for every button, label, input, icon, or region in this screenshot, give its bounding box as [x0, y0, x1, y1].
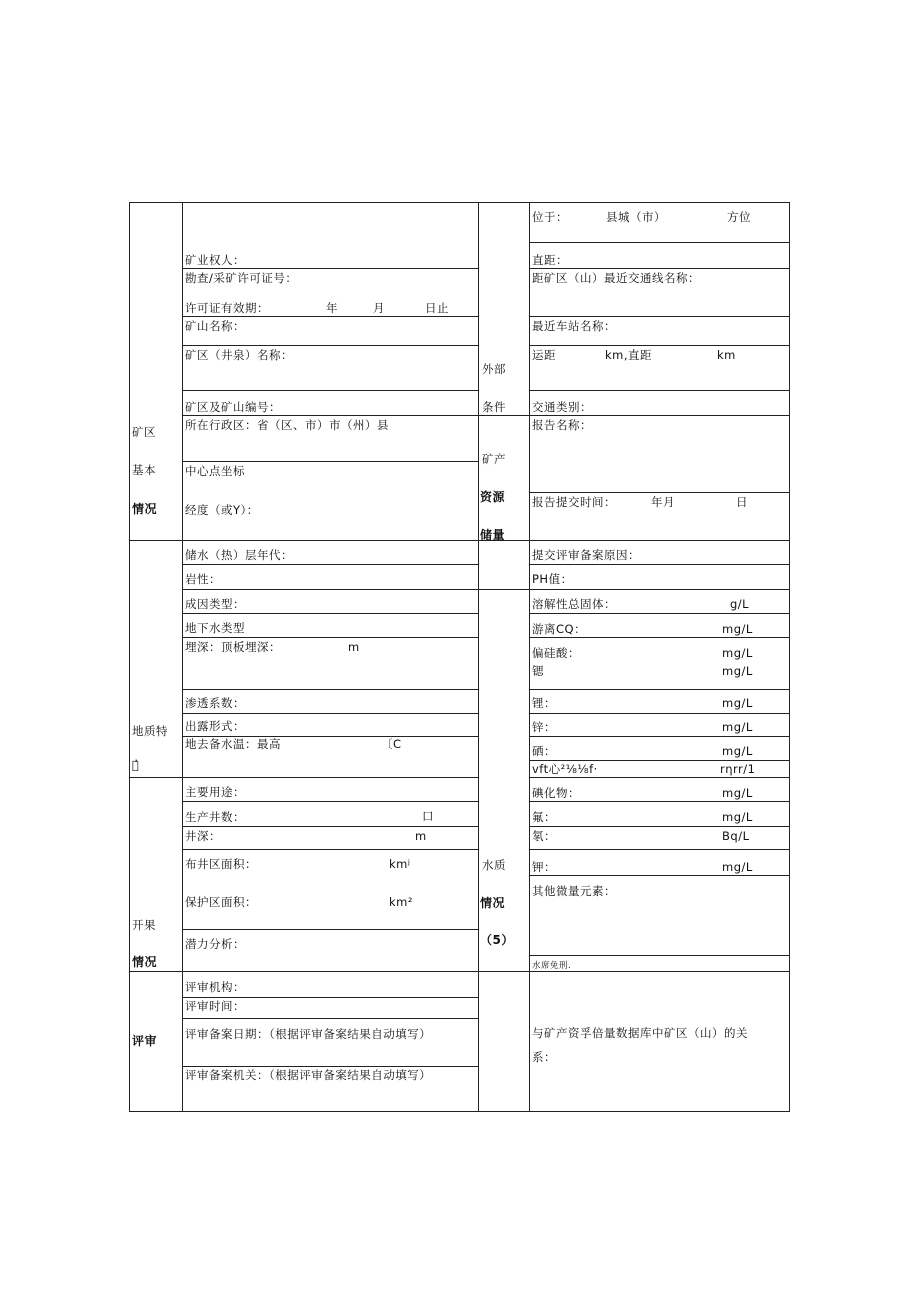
- lithium-label: 锂：: [532, 696, 556, 710]
- lithium-unit: mg/L: [722, 696, 753, 710]
- area-name-label: 矿区（井泉）名称：: [185, 348, 293, 362]
- well-depth-label: 井深：: [185, 829, 221, 843]
- co2-label: 游离CQ：: [532, 622, 587, 636]
- section-water-1: 水质: [482, 858, 506, 872]
- strontium-unit: mg/L: [722, 664, 753, 678]
- col-divider-1: [182, 202, 183, 1112]
- col-divider-2: [478, 202, 479, 1112]
- divider-geology: [129, 777, 479, 778]
- outcrop-label: 出露形式：: [185, 719, 245, 733]
- radon-unit: Bq/L: [722, 829, 750, 843]
- validity-day: 日止: [425, 301, 449, 315]
- record-org-label: 评审备案机关：（根据评审备案结果自动填写）: [185, 1068, 432, 1082]
- protect-area-label: 保护区面积：: [185, 895, 257, 909]
- validity-label: 许可证有效期：: [185, 301, 269, 315]
- transport-dist-label: 运距: [532, 348, 556, 362]
- validity-month: 月: [373, 301, 385, 315]
- zinc-unit: mg/L: [722, 720, 753, 734]
- col-divider-3: [529, 202, 530, 1112]
- review-reason-label: 提交评审备案原因：: [532, 548, 640, 562]
- mine-name-label: 矿山名称：: [185, 319, 245, 333]
- owner-label: 矿业权人：: [185, 253, 245, 267]
- admin-region-label: 所在行政区：省（区、市）市（州）县: [185, 418, 389, 432]
- section-mining-1: 开果: [132, 918, 156, 932]
- direction-label: 方位: [727, 210, 751, 224]
- validity-year: 年: [326, 301, 338, 315]
- silicic-acid-unit: mg/L: [722, 646, 753, 660]
- section-mining-2: 情况: [132, 955, 158, 969]
- section-basic-1: 矿区: [132, 425, 156, 439]
- water-note: 水席免刑.: [532, 961, 572, 971]
- county-label: 县城（市）: [606, 210, 666, 224]
- usage-label: 主要用途：: [185, 785, 245, 799]
- nearest-line-label: 距矿区（山）最近交通线名称：: [532, 271, 700, 285]
- border-top: [129, 202, 790, 203]
- wells-label: 生产井数：: [185, 810, 245, 824]
- area-code-label: 矿区及矿山编号：: [185, 400, 281, 414]
- divider-basic: [129, 540, 790, 541]
- transport-type-label: 交通类别：: [532, 400, 592, 414]
- origin-type-label: 成因类型：: [185, 597, 245, 611]
- section-basic-3: 情况: [132, 502, 158, 516]
- tds-unit: g/L: [730, 597, 750, 611]
- section-resource-2: 资源: [480, 490, 506, 504]
- section-external-1: 外部: [482, 362, 506, 376]
- silicic-acid-label: 偏硅酸：: [532, 646, 580, 660]
- zinc-label: 锌：: [532, 720, 556, 734]
- garbled-unit: rηrr/1: [720, 762, 756, 776]
- wells-unit: 口: [422, 809, 434, 823]
- record-date-label: 评审备案日期：（根据评审备案结果自动填写）: [185, 1027, 432, 1041]
- ph-label: PH值：: [532, 572, 573, 586]
- border-bottom: [129, 1111, 790, 1112]
- depth-unit: m: [348, 640, 360, 654]
- tds-label: 溶解性总固体：: [532, 597, 616, 611]
- trace-elements-label: 其他微量元素：: [532, 884, 616, 898]
- distance-label: 直距：: [532, 253, 568, 267]
- submit-day: 日: [736, 495, 748, 509]
- selenium-unit: mg/L: [722, 744, 753, 758]
- position-label: 位于：: [532, 210, 568, 224]
- fluorine-unit: mg/L: [722, 810, 753, 824]
- water-temp-unit: 〔C: [381, 737, 402, 751]
- water-temp-label: 地去备水温：最高: [185, 737, 281, 751]
- section-external-2: 条件: [482, 400, 506, 414]
- section-geology-2: 征҆: [132, 758, 140, 772]
- section-resource-1: 矿产: [482, 452, 506, 466]
- border-left: [129, 202, 130, 1112]
- radon-label: 氡：: [532, 829, 556, 843]
- layout-area-unit: kmʲ: [389, 857, 411, 871]
- permeability-label: 渗透系数：: [185, 696, 245, 710]
- strontium-label: 锶: [532, 664, 544, 678]
- section-review: 评审: [132, 1034, 158, 1048]
- lithology-label: 岩性：: [185, 572, 221, 586]
- section-water-2: 情况: [480, 896, 506, 910]
- potential-label: 潜力分析：: [185, 937, 245, 951]
- permit-no-label: 勘查/采矿许可证号：: [185, 271, 298, 285]
- relation-label-1: 与矿产资孚倍量数据库中矿区（山）的关: [532, 1026, 748, 1040]
- submit-year-month: 年月: [651, 495, 675, 509]
- potassium-label: 钾：: [532, 860, 556, 874]
- selenium-label: 硒：: [532, 744, 556, 758]
- report-name-label: 报告名称：: [532, 418, 592, 432]
- km-unit: km: [717, 348, 736, 362]
- protect-area-unit: km²: [389, 895, 413, 909]
- layout-area-label: 布井区面积：: [185, 857, 257, 871]
- depth-label: 埋深：顶板埋深：: [185, 640, 281, 654]
- section-geology-1: 地质特: [132, 724, 168, 738]
- co2-unit: mg/L: [722, 622, 753, 636]
- submit-time-label: 报告提交时间：: [532, 495, 616, 509]
- relation-label-2: 系：: [532, 1050, 556, 1064]
- aquifer-age-label: 储水（热）层年代：: [185, 548, 293, 562]
- section-basic-2: 基本: [132, 463, 156, 477]
- nearest-station-label: 最近车站名称：: [532, 319, 616, 333]
- garbled-label: vft心²⅛⅛f·: [532, 762, 598, 776]
- potassium-unit: mg/L: [722, 860, 753, 874]
- border-right: [789, 202, 790, 1112]
- review-org-label: 评审机构：: [185, 980, 245, 994]
- km-straight-label: km,直距: [605, 348, 653, 362]
- groundwater-type-label: 地下水类型: [185, 621, 245, 635]
- longitude-label: 经度（或Y）：: [185, 503, 259, 517]
- center-coord-label: 中心点坐标: [185, 464, 245, 478]
- fluorine-label: 氟：: [532, 810, 556, 824]
- section-resource-3: 储量: [480, 528, 506, 542]
- iodide-label: 碘化物：: [532, 786, 580, 800]
- divider-mining: [129, 971, 790, 972]
- review-time-label: 评审时间：: [185, 999, 245, 1013]
- iodide-unit: mg/L: [722, 786, 753, 800]
- section-water-3: （5）: [480, 933, 514, 947]
- well-depth-unit: m: [415, 829, 427, 843]
